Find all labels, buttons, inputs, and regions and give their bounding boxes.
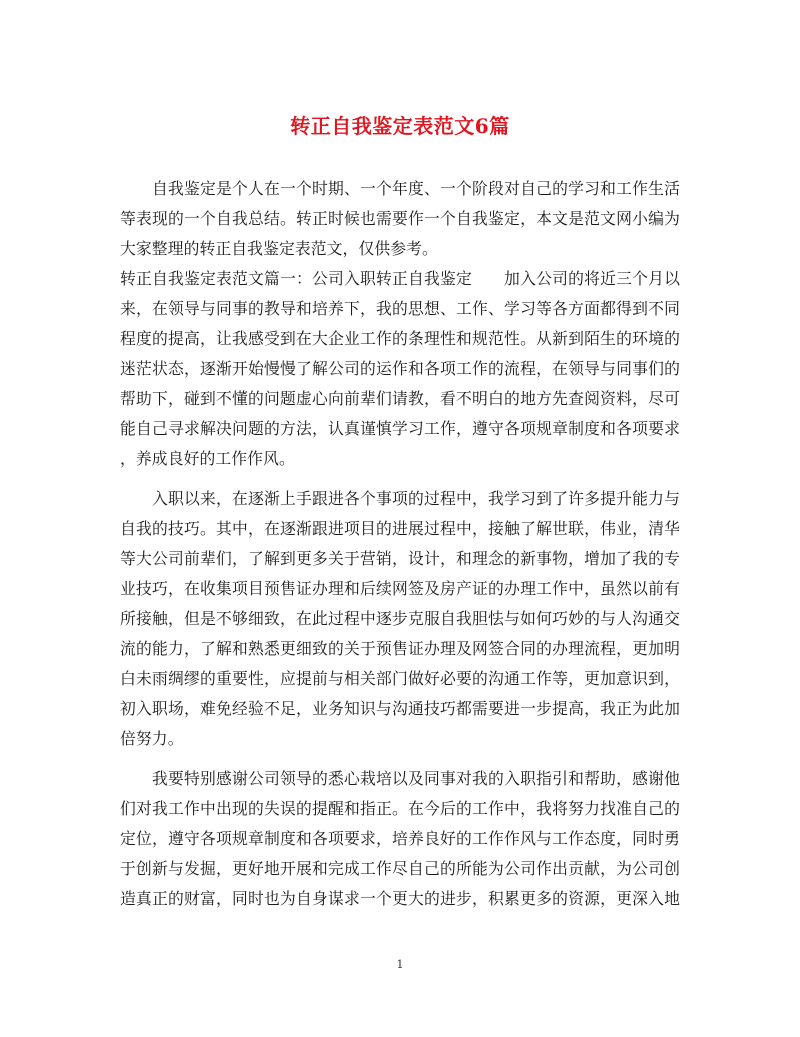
text-line: 来，在领导与同事的教导和培养下，我的思想、工作、学习等各方面都得到不同: [120, 299, 680, 318]
text-line: 白未雨绸缪的重要性，应提前与相关部门做好必要的沟通工作等，更加意识到，: [120, 669, 680, 688]
text-line: 等大公司前辈们，了解到更多关于营销，设计，和理念的新事物，增加了我的专: [120, 549, 680, 568]
text-line: 自我鉴定是个人在一个时期、一个年度、一个阶段对自己的学习和工作生活: [152, 179, 680, 198]
text-line: ，养成良好的工作作风。: [120, 449, 295, 468]
text-line: 我要特别感谢公司领导的悉心栽培以及同事对我的入职指引和帮助，感谢他: [152, 769, 680, 788]
text-line: 所接触，但是不够细致，在此过程中逐步克服自我胆怯与如何巧妙的与人沟通交: [120, 609, 680, 628]
text-line: 大家整理的转正自我鉴定表范文，仅供参考。: [120, 239, 438, 258]
text-line: 等表现的一个自我总结。转正时候也需要作一个自我鉴定，本文是范文网小编为: [120, 209, 680, 228]
text-line: 业技巧，在收集项目预售证办理和后续网签及房产证的办理工作中，虽然以前有: [120, 579, 680, 598]
text-line: 程度的提高，让我感受到在大企业工作的条理性和规范性。从新到陌生的环境的: [120, 329, 680, 348]
text-line: 造真正的财富，同时也为自身谋求一个更大的进步，积累更多的资源，更深入地: [120, 889, 680, 908]
page-number: 1: [396, 958, 404, 971]
text-line: 能自己寻求解决问题的方法，认真谨慎学习工作，遵守各项规章制度和各项要求: [120, 419, 680, 438]
document-title: 转正自我鉴定表范文6篇: [290, 114, 510, 138]
text-line: 入职以来，在逐渐上手跟进各个事项的过程中，我学习到了许多提升能力与: [152, 489, 680, 508]
text-line: 们对我工作中出现的失误的提醒和指正。在今后的工作中，我将努力找准自己的: [120, 799, 680, 818]
text-line: 自我的技巧。其中，在逐渐跟进项目的进展过程中，接触了解世联，伟业，清华: [120, 519, 680, 538]
text-line: 于创新与发掘，更好地开展和完成工作尽自己的所能为公司作出贡献，为公司创: [120, 859, 680, 878]
text-line: 转正自我鉴定表范文篇一：公司入职转正自我鉴定 加入公司的将近三个月以: [120, 269, 680, 288]
text-line: 定位，遵守各项规章制度和各项要求，培养良好的工作作风与工作态度，同时勇: [120, 829, 680, 848]
text-line: 倍努力。: [120, 729, 184, 748]
text-line: 初入职场，难免经验不足，业务知识与沟通技巧都需要进一步提高，我正为此加: [120, 699, 680, 718]
text-line: 帮助下，碰到不懂的问题虚心向前辈们请教，看不明白的地方先查阅资料，尽可: [120, 389, 680, 408]
text-line: 流的能力，了解和熟悉更细致的关于预售证办理及网签合同的办理流程，更加明: [120, 639, 680, 658]
text-line: 迷茫状态，逐渐开始慢慢了解公司的运作和各项工作的流程，在领导与同事们的: [120, 359, 680, 378]
